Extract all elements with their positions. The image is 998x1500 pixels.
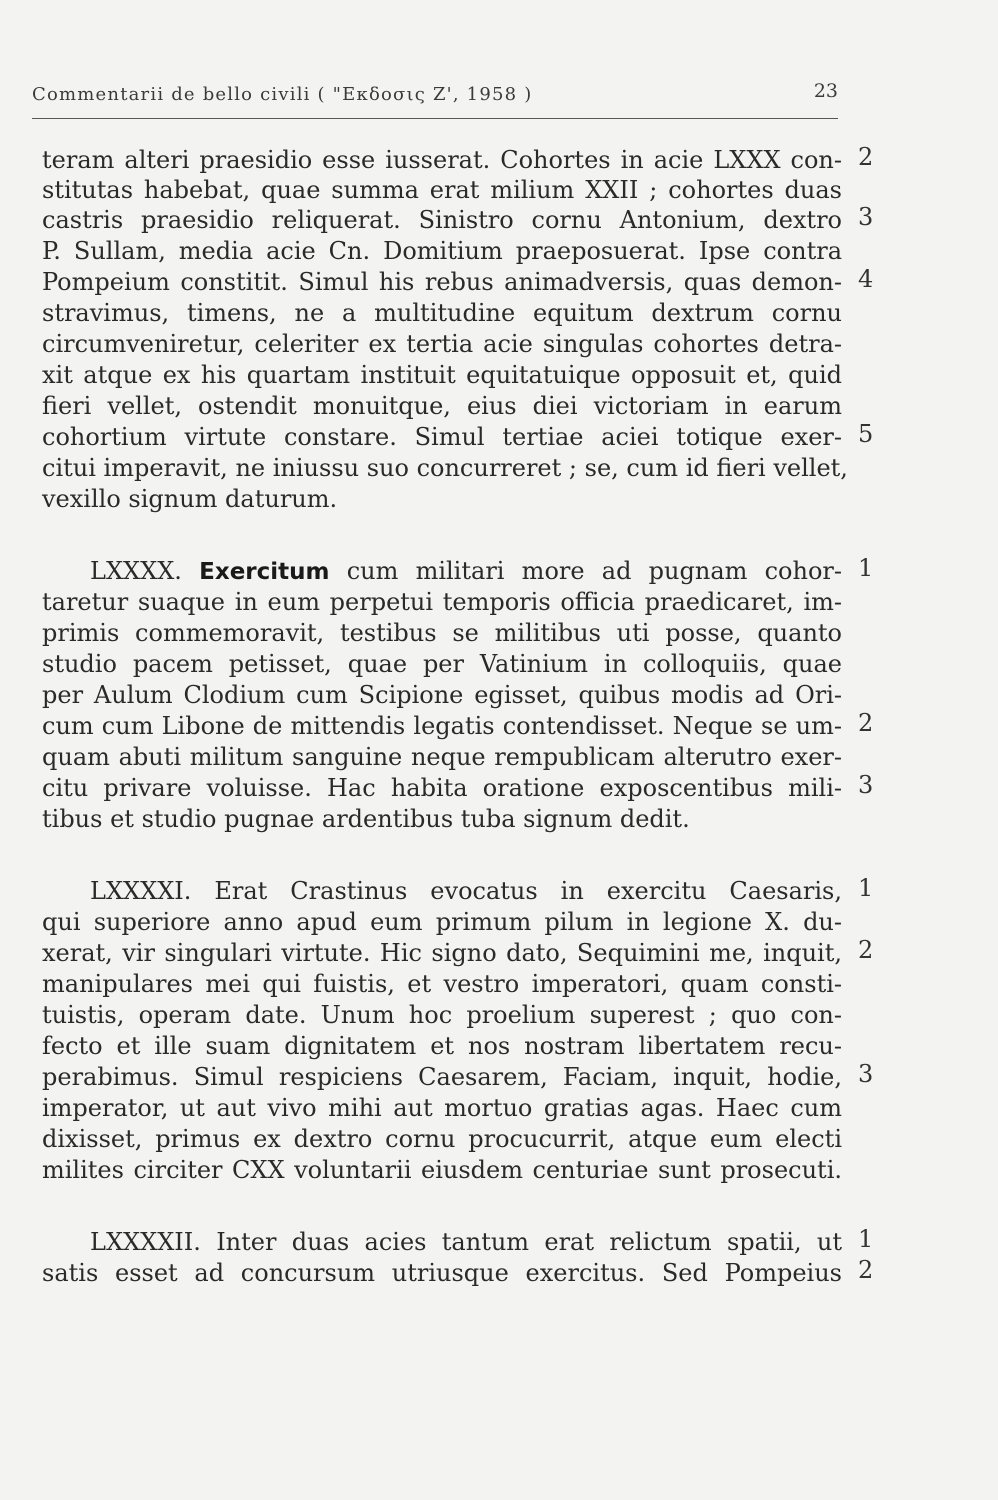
text-line: xerat, vir singulari virtute. Hic signo dato, Sequimini me, inquit,: [42, 939, 842, 967]
text-line: dixisset, primus ex dextro cornu procucurrit, atque eum electi: [42, 1125, 842, 1153]
text-line: P. Sullam, media acie Cn. Domitium praeposuerat. Ipse contra: [42, 237, 842, 265]
text-line: imperator, ut aut vivo mihi aut mortuo gratias agas. Haec cum: [42, 1094, 842, 1122]
margin-number: 2: [858, 1256, 874, 1284]
text-line: quam abuti militum sanguine neque rempublicam alterutro exer-: [42, 743, 842, 771]
text-line: studio pacem petisset, quae per Vatinium in colloquiis, quae: [42, 650, 842, 678]
margin-number: 1: [858, 874, 874, 902]
margin-number: 3: [858, 771, 874, 799]
text-line: per Aulum Clodium cum Scipione egisset, quibus modis ad Ori-: [42, 681, 842, 709]
text-line: milites circiter CXX voluntarii eiusdem centuriae sunt prosecuti.: [42, 1156, 842, 1184]
text-line: tibus et studio pugnae ardentibus tuba signum dedit.: [42, 805, 690, 833]
margin-number: 1: [858, 554, 874, 582]
text-line: citu privare voluisse. Hac habita oratione exposcentibus mili-: [42, 774, 842, 802]
chapter-number: LXXXX.: [90, 557, 182, 585]
margin-number: 1: [858, 1225, 874, 1253]
text-line: citui imperavit, ne iniussu suo concurreret ; se, cum id fieri vellet,: [42, 454, 848, 482]
margin-number: 2: [858, 709, 874, 737]
text-line: taretur suaque in eum perpetui temporis officia praedicaret, im-: [42, 588, 842, 616]
chapter-start-line-lxxxx: [90, 556, 842, 587]
chapter-start-line-lxxxxii: LXXXXII. Inter duas acies tantum erat relictum spatii, ut: [90, 1228, 842, 1256]
chapter-start-line-lxxxxi: LXXXXI. Erat Crastinus evocatus in exercitu Caesaris,: [90, 877, 842, 905]
text-line: cum cum Libone de mittendis legatis contendisset. Neque se um-: [42, 712, 842, 740]
text-line: fieri vellet, ostendit monuitque, eius diei victoriam in earum: [42, 392, 842, 420]
running-title: Commentarii de bello civili ( "Εκδοσις Ζ', 1958 ): [32, 84, 533, 105]
text-line: vexillo signum daturum.: [42, 485, 338, 513]
text-line: castris praesidio reliquerat. Sinistro cornu Antonium, dextro: [42, 206, 842, 234]
margin-number: 2: [858, 143, 874, 171]
text-line: circumveniretur, celeriter ex tertia acie singulas cohortes detra-: [42, 330, 842, 358]
text-line: teram alteri praesidio esse iusserat. Cohortes in acie LXXX con-: [42, 146, 842, 174]
margin-number: 5: [858, 420, 874, 448]
page-number: 23: [813, 80, 838, 102]
line-rest: cum militari more ad pugnam cohor-: [346, 557, 842, 585]
text-line: cohortium virtute constare. Simul tertiae aciei totique exer-: [42, 423, 842, 451]
text-line: stravimus, timens, ne a multitudine equitum dextrum cornu: [42, 299, 842, 327]
text-line: tuistis, operam date. Unum hoc proelium superest ; quo con-: [42, 1001, 842, 1029]
text-line: xit atque ex his quartam instituit equitatuique opposuit et, quid: [42, 361, 842, 389]
margin-number: 3: [858, 203, 874, 231]
bold-keyword: Exercitum: [199, 559, 330, 585]
running-head: [32, 80, 838, 119]
text-line: satis esset ad concursum utriusque exercitus. Sed Pompeius: [42, 1259, 842, 1287]
margin-number: 3: [858, 1060, 874, 1088]
text-line: stitutas habebat, quae summa erat milium XXII ; cohortes duas: [42, 176, 842, 204]
text-line: fecto et ille suam dignitatem et nos nostram libertatem recu-: [42, 1032, 842, 1060]
text-line: Pompeium constitit. Simul his rebus animadversis, quas demon-: [42, 268, 842, 296]
text-line: manipulares mei qui fuistis, et vestro imperatori, quam consti-: [42, 970, 842, 998]
margin-number: 4: [858, 265, 874, 293]
text-line: qui superiore anno apud eum primum pilum in legione X. du-: [42, 908, 842, 936]
text-line: primis commemoravit, testibus se militibus uti posse, quanto: [42, 619, 842, 647]
text-line: perabimus. Simul respiciens Caesarem, Faciam, inquit, hodie,: [42, 1063, 842, 1091]
margin-number: 2: [858, 936, 874, 964]
